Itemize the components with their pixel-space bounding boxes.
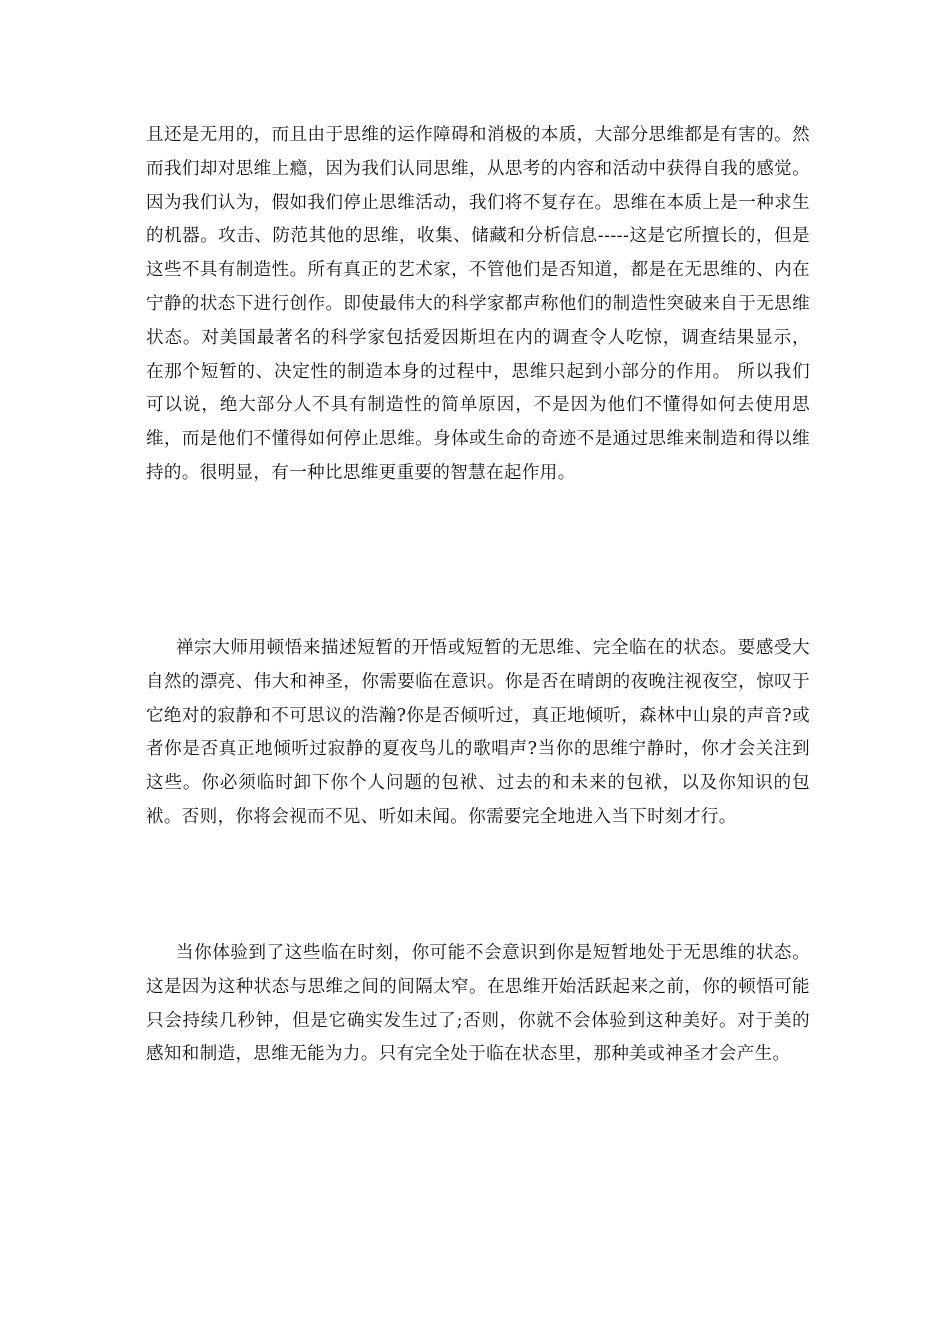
paragraph-3 xyxy=(146,937,810,1072)
paragraph-3-text: 当你体验到了这些临在时刻，你可能不会意识到你是短暂地处于无思维的状态。这是因为这种状态与思维之间的间隔太窄。在思维开始活跃起来之前，你的顿悟可能只会持续几秒钟，但是它确实发生过了;否则，你就不会体验到这种美好。对于美的感知和制造，思维无能为力。只有完全处于临在状态里，那种美或神圣才会产生。 xyxy=(146,943,810,1065)
paragraph-2 xyxy=(146,632,810,835)
paragraph-2-text: 禅宗大师用顿悟来描述短暂的开悟或短暂的无思维、完全临在的状态。要感受大自然的漂亮、伟大和神圣，你需要临在意识。你是否在晴朗的夜晚注视夜空，惊叹于它绝对的寂静和不可思议的浩瀚?你是否倾听过，真正地倾听，森林中山泉的声音?或者你是否真正地倾听过寂静的夏夜鸟儿的歌唱声?当你的思维宁静时，你才会关注到这些。你必须临时卸下你个人问题的包袱、过去的和未来的包袱，以及你知识的包袱。否则，你将会视而不见、听如未闻。你需要完全地进入当下时刻才行。 xyxy=(146,638,810,827)
paragraph-1-text: 且还是无用的，而且由于思维的运作障碍和消极的本质，大部分思维都是有害的。然而我们却对思维上瘾，因为我们认同思维，从思考的内容和活动中获得自我的感觉。因为我们认为，假如我们停止思维活动，我们将不复存在。思维在本质上是一种求生的机器。攻击、防范其他的思维，收集、储藏和分析信息-----这是它所擅长的，但是这些不具有制造性。所有真正的艺术家，不管他们是否知道，都是在无思维的、内在宁静的状态下进行创作。即使最伟大的科学家都声称他们的制造性突破来自于无思维状态。对美国最著名的科学家包括爱因斯坦在内的调查令人吃惊，调查结果显示， 在那个短暂的、决定性的制造本身的过程中，思维只起到小部分的作用。 所以我们可以说，绝大部分人不具有制造性的简单原因，不是因为他们不懂得如何去使用思维，而是他们不懂得如何停止思维。身体或生命的奇迹不是通过思维来制造和得以维持的。很明显，有一种比思维更重要的智慧在起作用。 xyxy=(146,125,810,483)
paragraph-1 xyxy=(146,119,810,491)
